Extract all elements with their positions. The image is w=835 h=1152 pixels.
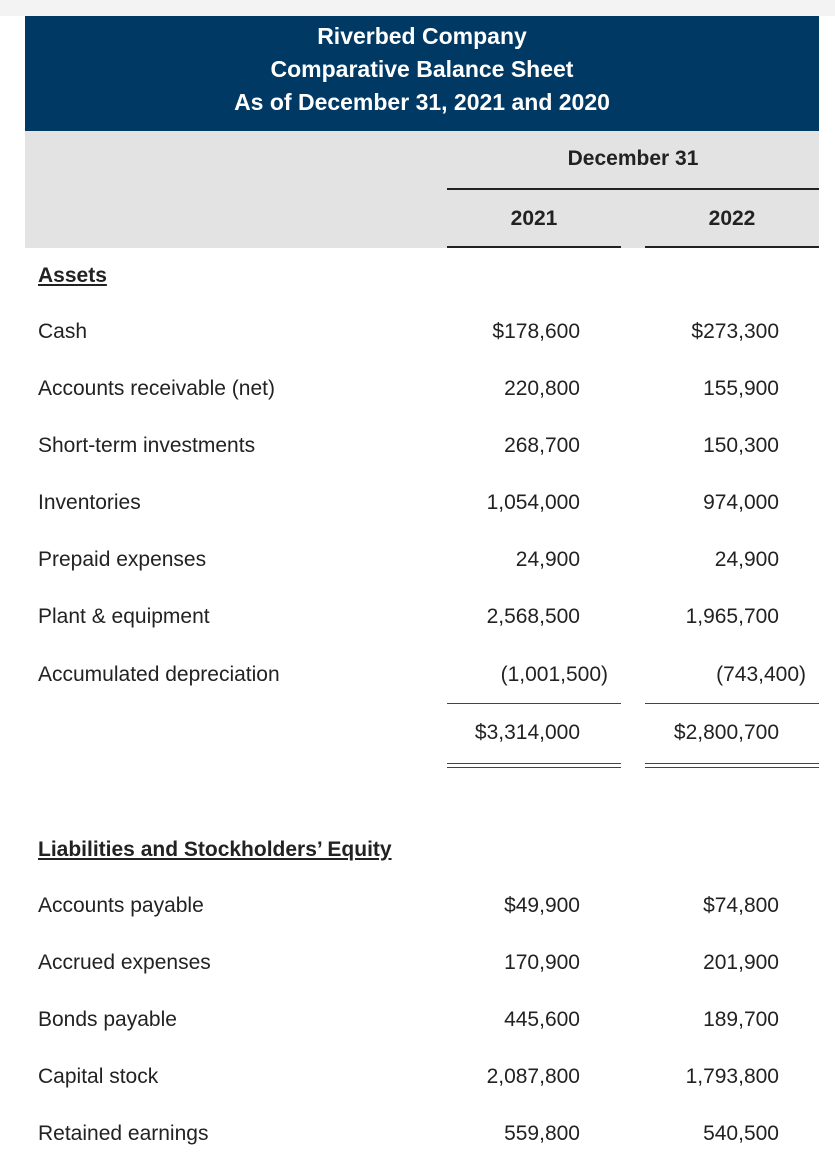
table-row xyxy=(0,663,835,693)
column-group-heading: December 31 xyxy=(567,147,699,170)
double-rule-1b xyxy=(447,767,621,768)
value-2021: 170,900 xyxy=(504,951,580,974)
statement-name: Comparative Balance Sheet xyxy=(270,56,574,82)
row-label: Cash xyxy=(38,320,88,343)
value-2021: 1,054,000 xyxy=(486,491,580,514)
row-label: Short-term investments xyxy=(38,434,256,457)
table-row xyxy=(0,548,835,578)
value-2021: $49,900 xyxy=(504,894,580,917)
row-label: Inventories xyxy=(38,491,141,514)
value-2022: 1,965,700 xyxy=(685,605,779,628)
value-2022: 540,500 xyxy=(703,1122,779,1145)
value-2021: 220,800 xyxy=(504,377,580,400)
row-label: Accrued expenses xyxy=(38,951,211,974)
value-2022: 155,900 xyxy=(703,377,779,400)
column-rule-1 xyxy=(447,246,621,248)
table-row xyxy=(0,434,835,464)
total-2021: $3,314,000 xyxy=(474,721,580,744)
table-row xyxy=(0,951,835,981)
value-2022: 974,000 xyxy=(703,491,779,514)
double-rule-2b xyxy=(645,767,819,768)
value-2021: 445,600 xyxy=(504,1008,580,1031)
double-rule-1a xyxy=(447,763,621,764)
value-2022: 1,793,800 xyxy=(685,1065,779,1088)
table-row xyxy=(0,320,835,350)
subtotal-rule-2 xyxy=(645,703,819,704)
company-name: Riverbed Company xyxy=(317,23,527,49)
subtotal-rule-1 xyxy=(447,703,621,704)
column-group-rule xyxy=(447,188,819,190)
statement-date: As of December 31, 2021 and 2020 xyxy=(234,89,610,115)
row-label: Capital stock xyxy=(38,1065,159,1088)
double-rule-2a xyxy=(645,763,819,764)
value-2021: 268,700 xyxy=(504,434,580,457)
assets-heading: Assets xyxy=(38,264,107,287)
row-label: Bonds payable xyxy=(38,1008,177,1031)
value-2022: $74,800 xyxy=(703,894,779,917)
total-2022: $2,800,700 xyxy=(673,721,779,744)
row-label: Plant & equipment xyxy=(38,605,210,628)
value-2021: (1,001,500) xyxy=(500,663,608,686)
liabilities-heading: Liabilities and Stockholders’ Equity xyxy=(38,838,392,861)
row-label: Accounts receivable (net) xyxy=(38,377,275,400)
table-row xyxy=(0,377,835,407)
row-label: Retained earnings xyxy=(38,1122,209,1145)
table-row xyxy=(0,491,835,521)
table-row xyxy=(0,1008,835,1038)
column-rule-2 xyxy=(645,246,819,248)
table-row xyxy=(0,605,835,635)
value-2021: 2,087,800 xyxy=(486,1065,580,1088)
value-2021: 24,900 xyxy=(515,548,580,571)
value-2021: 2,568,500 xyxy=(486,605,580,628)
column-year-2: 2022 xyxy=(708,207,756,230)
table-row xyxy=(0,894,835,924)
column-year-1: 2021 xyxy=(510,207,558,230)
row-label: Accounts payable xyxy=(38,894,204,917)
value-2022: $273,300 xyxy=(691,320,779,343)
table-row xyxy=(0,1065,835,1095)
total-assets-row xyxy=(0,721,835,751)
value-2021: $178,600 xyxy=(492,320,580,343)
top-strip xyxy=(0,0,835,16)
value-2022: 189,700 xyxy=(703,1008,779,1031)
row-label: Accumulated depreciation xyxy=(38,663,280,686)
value-2022: 24,900 xyxy=(714,548,779,571)
row-label: Prepaid expenses xyxy=(38,548,207,571)
value-2022: 150,300 xyxy=(703,434,779,457)
statement-title-band xyxy=(25,16,819,131)
value-2022: (743,400) xyxy=(716,663,806,686)
value-2021: 559,800 xyxy=(504,1122,580,1145)
value-2022: 201,900 xyxy=(703,951,779,974)
